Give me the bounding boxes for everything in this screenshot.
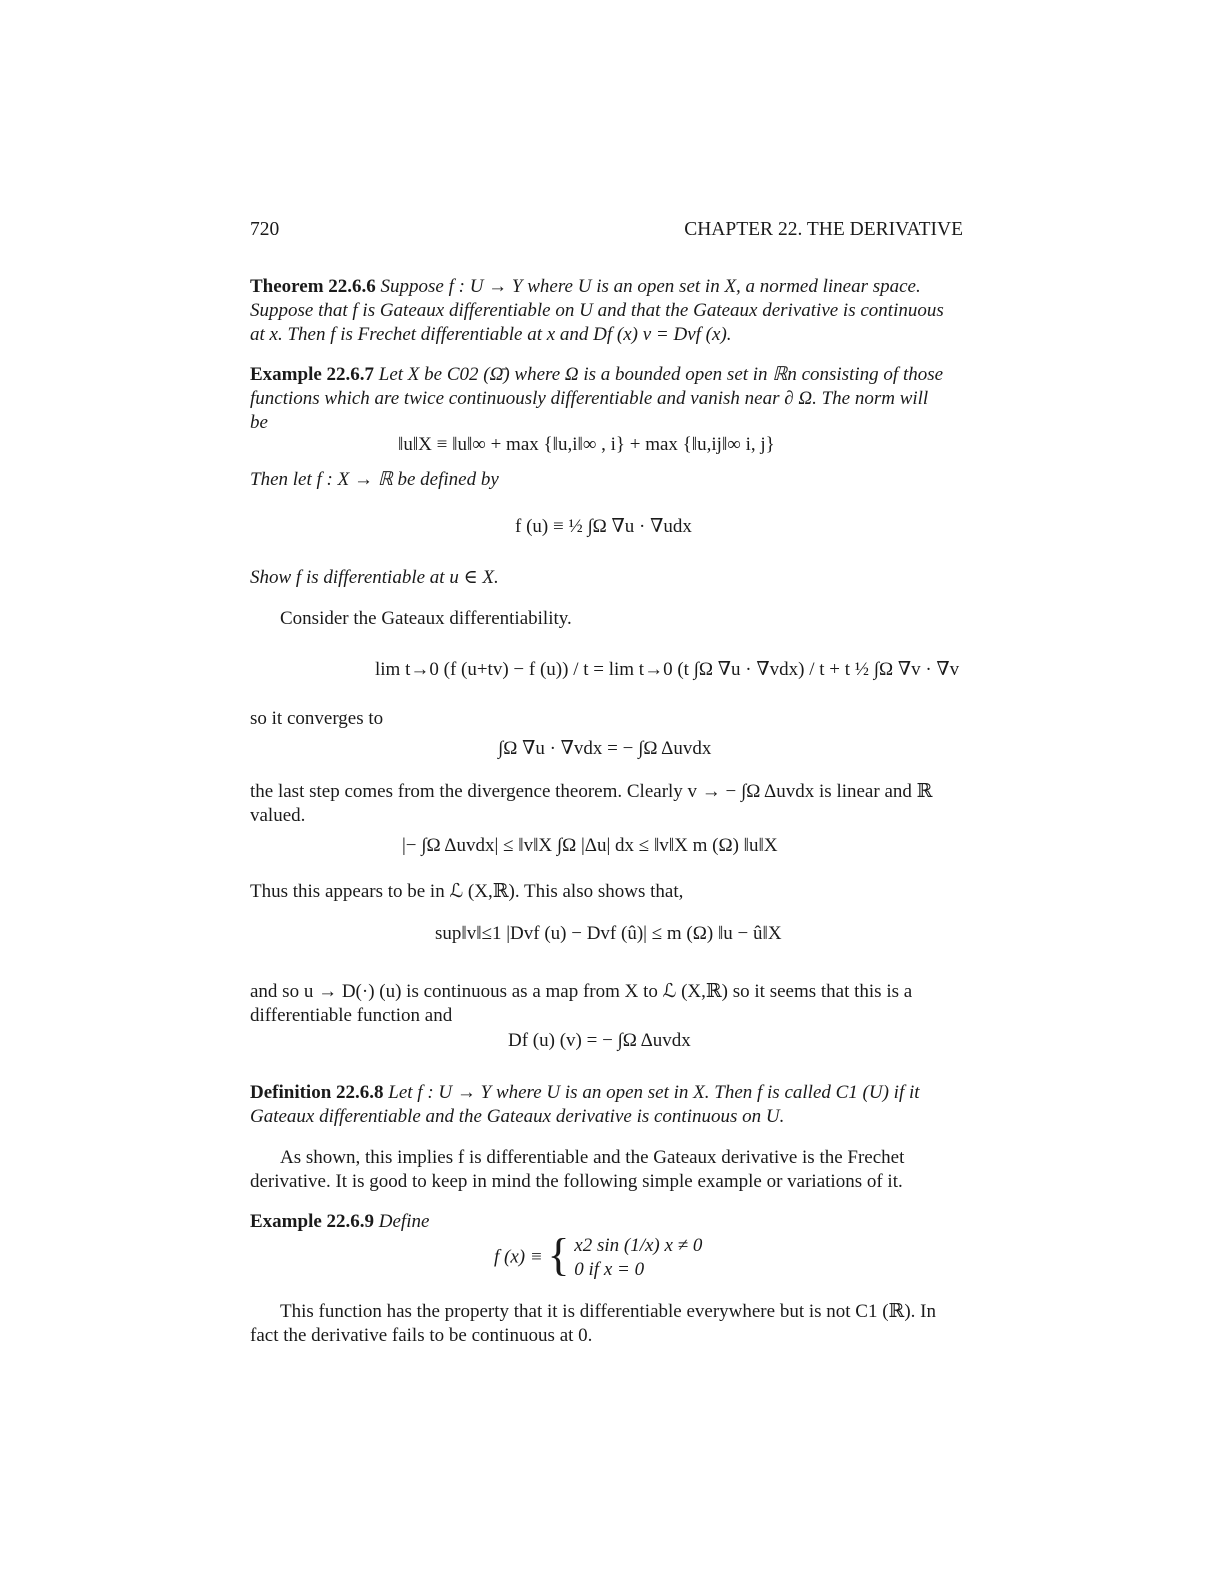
piecewise-lhs: f (x) ≡	[494, 1246, 543, 1268]
divergence-line-1: the last step comes from the divergence theorem. Clearly v → − ∫Ω Δuvdx is linear and ℝ	[250, 781, 933, 802]
example-22-6-7	[250, 363, 963, 435]
theorem-line-3: at x. Then f is Frechet differentiable at x and Df (x) v = Dvf (x).	[250, 324, 732, 345]
closing-line-1: This function has the property that it is differentiable everywhere but is not C1 (ℝ). In	[280, 1301, 936, 1322]
example-label: Example 22.6.7	[250, 364, 375, 385]
example-line-3: be	[250, 412, 268, 433]
case-1: x2 sin (1/x) x ≠ 0	[574, 1234, 703, 1256]
df-equation: Df (u) (v) = − ∫Ω Δuvdx	[508, 1030, 691, 1051]
norm-equation: ‖u‖X ≡ ‖u‖∞ + max {‖u,i‖∞ , i} + max {‖u,ij‖∞ i, j}	[398, 434, 775, 455]
left-brace-symbol: {	[547, 1229, 570, 1280]
theorem-line-2: Suppose that f is Gateaux differentiable on U and that the Gateaux derivative is continuous	[250, 300, 944, 321]
chapter-title: CHAPTER 22. THE DERIVATIVE	[684, 219, 963, 240]
theorem-22-6-6	[250, 275, 963, 347]
theorem-label: Theorem 22.6.6	[250, 276, 376, 297]
piecewise-equation	[494, 1231, 702, 1284]
then-let-line: Then let f : X → ℝ be defined by	[250, 469, 499, 490]
and-so-line-2: differentiable function and	[250, 1005, 453, 1026]
definition-22-6-8	[250, 1081, 963, 1129]
f-definition-equation: f (u) ≡ ½ ∫Ω ∇u · ∇udx	[515, 516, 692, 537]
and-so-paragraph	[250, 980, 963, 1028]
bound-equation: |− ∫Ω Δuvdx| ≤ ‖v‖X ∫Ω |Δu| dx ≤ ‖v‖X m (Ω) ‖u‖X	[402, 835, 778, 856]
and-so-line-1: and so u → D(·) (u) is continuous as a map from X to ℒ (X,ℝ) so it seems that this is a	[250, 981, 913, 1002]
show-line: Show f is differentiable at u ∈ X.	[250, 567, 499, 588]
closing-line-2: fact the derivative fails to be continuous at 0.	[250, 1325, 593, 1346]
thus-line: Thus this appears to be in ℒ (X,ℝ). This also shows that,	[250, 881, 684, 902]
as-shown-line-1: As shown, this implies f is differentiable and the Gateaux derivative is the Frechet	[280, 1147, 905, 1168]
definition-line-2: Gateaux differentiable and the Gateaux derivative is continuous on U.	[250, 1106, 785, 1127]
piecewise-cases	[574, 1234, 702, 1282]
as-shown-line-2: derivative. It is good to keep in mind the following simple example or variations of it.	[250, 1171, 903, 1192]
example2-define: Define	[378, 1211, 430, 1232]
limit-equation: lim t→0 (f (u+tv) − f (u)) / t = lim t→0 (t ∫Ω ∇u · ∇vdx) / t + t ½ ∫Ω ∇v · ∇v	[375, 659, 960, 680]
example-line-2: functions which are twice continuously differentiable and vanish near ∂ Ω. The norm will	[250, 388, 929, 409]
definition-label: Definition 22.6.8	[250, 1082, 384, 1103]
case-2: 0 if x = 0	[574, 1258, 645, 1280]
divergence-paragraph	[250, 780, 963, 828]
as-shown-paragraph	[250, 1146, 963, 1194]
converges-line: so it converges to	[250, 708, 384, 729]
sup-equation: sup‖v‖≤1 |Dvf (u) − Dvf (û)| ≤ m (Ω) ‖u − û‖X	[435, 923, 782, 944]
page-number: 720	[250, 219, 280, 240]
example2-label: Example 22.6.9	[250, 1211, 375, 1232]
closing-paragraph	[250, 1300, 963, 1348]
convergence-equation: ∫Ω ∇u · ∇vdx = − ∫Ω Δuvdx	[498, 738, 712, 759]
theorem-line-1: Suppose f : U → Y where U is an open set in X, a normed linear space.	[380, 276, 921, 297]
divergence-line-2: valued.	[250, 805, 306, 826]
example-line-1: Let X be C02 (Ω̄) where Ω is a bounded open set in ℝn consisting of those	[378, 364, 944, 385]
consider-line: Consider the Gateaux differentiability.	[280, 608, 572, 629]
definition-line-1: Let f : U → Y where U is an open set in X. Then f is called C1 (U) if it	[388, 1082, 920, 1103]
